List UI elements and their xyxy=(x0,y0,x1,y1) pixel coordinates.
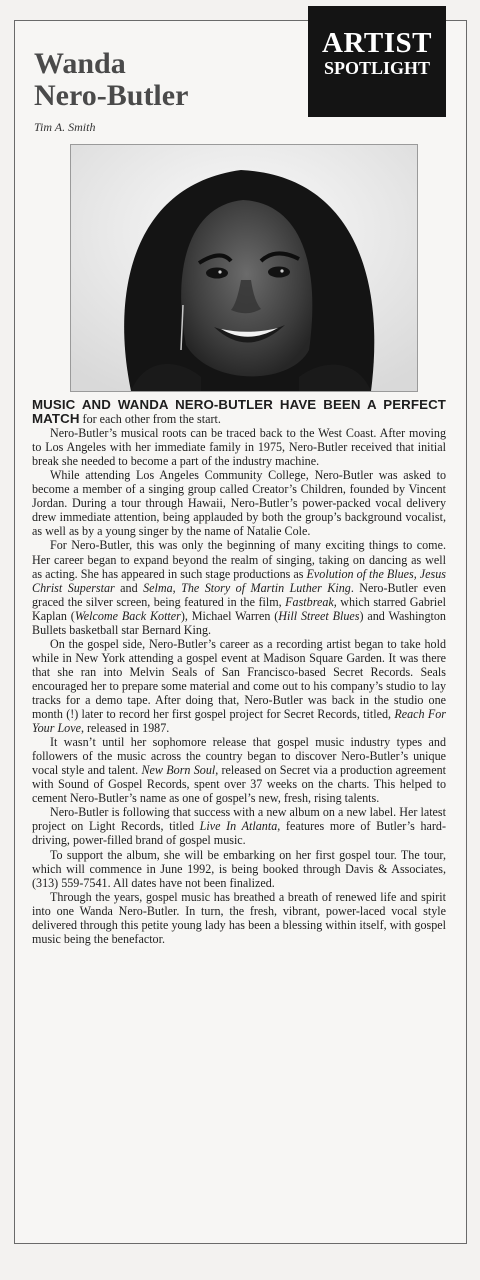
lead-paragraph xyxy=(32,398,446,426)
p3-title-2: Selma, The Story of Martin Luther King xyxy=(143,580,351,595)
p6-text-a: Nero-Butler is following that success with a new album on a new label. Her latest project on Light Records, titled xyxy=(32,805,446,834)
p3-text-a: For Nero-Butler, this was only the beginning of many exciting things to come. Her career began to expand beyond the realm of singing, taking on dancing as well as acting. She has appeared in such stage productions as xyxy=(32,538,446,581)
p3-text-d: which starred Gabriel Kaplan ( xyxy=(32,594,446,623)
badge-line-1: ARTIST xyxy=(322,27,432,59)
byline: Tim A. Smith xyxy=(34,120,96,134)
p4-title-1: Reach For Your Love xyxy=(32,707,446,736)
paragraph-7: To support the album, she will be embarking on her first gospel tour. The tour, which will commence in June 1992, is being booked through Davis & Associates, (313) 559-7541. All dates have not been finalized. xyxy=(32,847,446,890)
headline-first: Wanda xyxy=(34,47,126,80)
lead-caps: MUSIC AND WANDA NERO-BUTLER HAVE BEEN A PERFECT MATCH xyxy=(32,397,446,427)
p4-text-b: , released in 1987. xyxy=(80,721,170,736)
article-lead xyxy=(32,398,446,426)
p3-text-c: . Nero-Butler even graced the silver screen, being featured in the film, xyxy=(32,580,446,609)
p3-text-f: ) and Washington Bullets basketball star Bernard King. xyxy=(32,608,446,637)
portrait-illustration xyxy=(71,145,417,391)
p3-title-5: Hill Street Blues xyxy=(278,608,360,623)
p3-title-4: Welcome Back Kotter xyxy=(74,608,181,623)
lead-rest: for each other from the start. xyxy=(79,412,221,427)
p6-title-1: Live In Atlanta xyxy=(199,819,278,834)
p3-title-3: Fastbreak, xyxy=(285,594,337,609)
p5-title-1: New Born Soul xyxy=(141,763,216,778)
p4-text-a: On the gospel side, Nero-Butler’s career as a recording artist began to take hold while in New York attending a gospel event at Madison Square Garden. It was there that she ran into Melvin Seals of San Francisco-based Secret Records. Seals encouraged her to prepare some material and come out to his company’s studio to lay tracks for a demo tape. After doing that, Nero-Butler was back in the studio one month (!) later to record her first gospel project for Secret Records, titled, xyxy=(32,636,446,722)
p5-text-a: It wasn’t until her sophomore release that gospel music industry types and followers of the music across the country began to discover Nero-Butler’s unique vocal style and talent. xyxy=(32,735,446,778)
p3-title-1: Evolution of the Blues, Jesus Christ Superstar xyxy=(32,566,446,595)
paragraph-2: While attending Los Angeles Community College, Nero-Butler was asked to become a member of a singing group called Creator’s Children, founded by Vincent Jordan. During a tour through Hawaii, Nero-Butler’s power-packed vocal delivery drew immediate attention, being applauded by both the group’s background vocalist, as well as by a young singer by the name of Natalie Cole. xyxy=(32,468,446,539)
paragraph-4 xyxy=(32,637,446,735)
paragraph-6 xyxy=(32,805,446,847)
artist-spotlight-badge xyxy=(308,6,446,117)
paragraph-3 xyxy=(32,538,446,636)
p6-text-b: , features more of Butler’s hard-driving, power-filled brand of gospel music. xyxy=(32,819,446,848)
artist-portrait-photo xyxy=(70,144,418,392)
headline-second: Nero-Butler xyxy=(34,79,189,112)
p3-text-b: and xyxy=(114,580,144,595)
paragraph-1: Nero-Butler’s musical roots can be traced back to the West Coast. After moving to Los Angeles with her immediate family in 1975, Nero-Butler received that initial break she needed to become a part of the industry machine. xyxy=(32,426,446,469)
article-headline xyxy=(34,48,188,112)
paragraph-8: Through the years, gospel music has breathed a breath of renewed life and spirit into one Wanda Nero-Butler. In turn, the fresh, vibrant, power-laced vocal style delivered through this petite young lady has been a blessing within itself, with gospel music being the benefactor. xyxy=(32,889,446,946)
badge-line-2: SPOTLIGHT xyxy=(323,58,431,78)
p3-text-e: ), Michael Warren ( xyxy=(180,608,279,623)
article-body xyxy=(32,398,446,946)
paragraph-5 xyxy=(32,735,446,805)
p5-text-b: , released on Secret via a production agreement with Sound of Gospel Records, spent over 37 weeks on the charts. This helped to cement Nero-Butler’s name as one of gospel’s new, fresh, rising talents. xyxy=(32,763,446,806)
